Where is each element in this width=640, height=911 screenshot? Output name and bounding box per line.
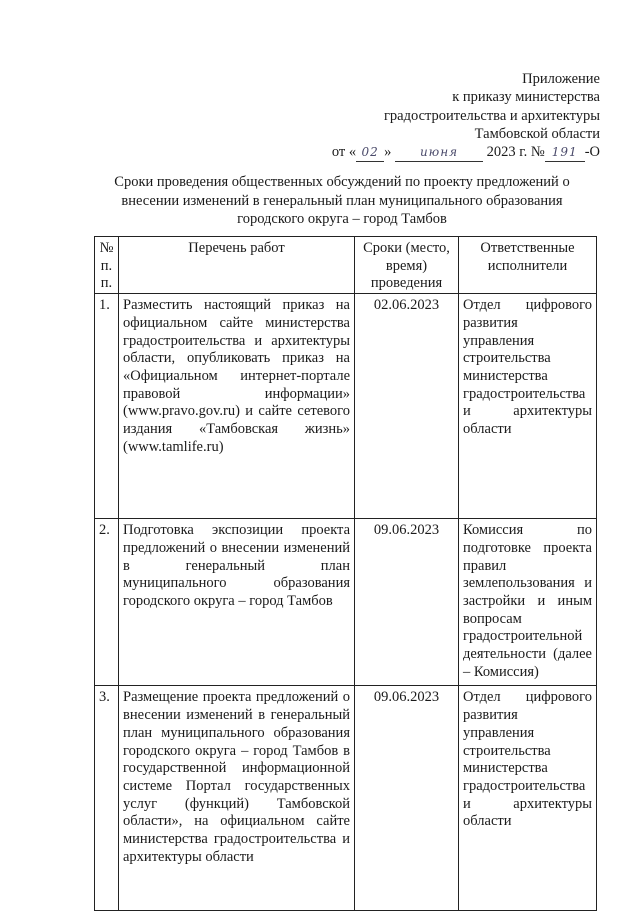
row-dates: 09.06.2023 xyxy=(355,686,459,911)
approval-block xyxy=(332,70,600,162)
table-row xyxy=(95,294,597,519)
order-reference: к приказу министерства xyxy=(452,89,600,106)
row-responsible: Отдел цифрового развития управления строительства министерства градостроительства и архитектуры области xyxy=(459,686,597,911)
row-works: Размещение проекта предложений о внесении изменений в генеральный план муниципального образования городского округа – город Тамбов в государственной информационной системе Портал государственных услуг (функций) Тамбовской области», на официальном сайте министерства градостроительства и архитектуры области xyxy=(119,686,355,911)
header-works: Перечень работ xyxy=(119,237,355,294)
row-dates: 09.06.2023 xyxy=(355,519,459,686)
row-works: Подготовка экспозиции проекта предложений о внесении изменений в генеральный план муниципального образования городского округа – город Тамбов xyxy=(119,519,355,686)
handwritten-day: 02 xyxy=(356,143,384,162)
row-num: 3. xyxy=(95,686,119,911)
header-dates: Сроки (место, время) проведения xyxy=(355,237,459,294)
appendix-label: Приложение xyxy=(522,71,600,87)
row-works: Разместить настоящий приказ на официальном сайте министерства градостроительства и архитектуры области, опубликовать приказ на «Официальном интернет-портале правовой информации» (www.pravo.gov.ru) и сайте сетевого издания «Тамбовская жизнь» (www.tamlife.ru) xyxy=(119,294,355,519)
row-responsible: Отдел цифрового развития управления строительства министерства градостроительства и архитектуры области xyxy=(459,294,597,519)
handwritten-month: июня xyxy=(395,143,483,162)
row-dates: 02.06.2023 xyxy=(355,294,459,519)
row-num: 2. xyxy=(95,519,119,686)
ministry-name: градостроительства и архитектуры xyxy=(383,107,600,124)
table-header-row xyxy=(95,237,597,294)
row-responsible: Комиссия по подготовке проекта правил землепользования и застройки и иным вопросам градостроительной деятельности (далее – Комиссия) xyxy=(459,519,597,686)
order-date-line: от « 02 » июня 2023 г. № 191 -О xyxy=(332,143,600,162)
row-num: 1. xyxy=(95,294,119,519)
header-num: № п. п. xyxy=(95,237,119,294)
handwritten-order-number: 191 xyxy=(545,143,585,162)
table-row xyxy=(95,519,597,686)
region-name: Тамбовской области xyxy=(474,125,600,142)
document-title: Сроки проведения общественных обсуждений по проекту предложений о внесении изменений в генеральный план муниципального образования городского округа – город Тамбов xyxy=(114,174,570,227)
table-row xyxy=(95,686,597,911)
schedule-table xyxy=(94,236,597,911)
header-responsible: Ответственные исполнители xyxy=(459,237,597,294)
